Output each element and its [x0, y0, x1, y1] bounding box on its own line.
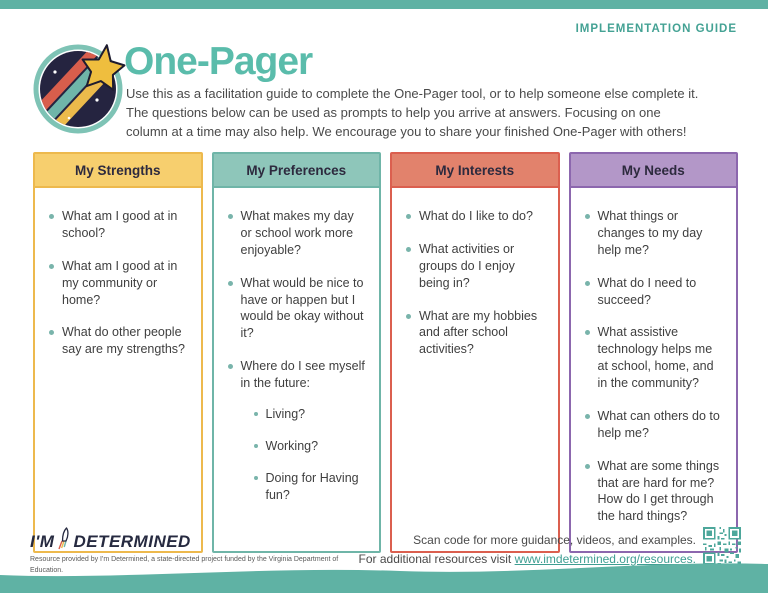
question-item: What are my hobbies and after school activities? — [405, 308, 547, 359]
page-title: One-Pager — [124, 40, 313, 83]
question-item: What things or changes to my day help me? — [584, 208, 726, 259]
column-my-strengths — [33, 152, 203, 553]
star-rainbow-logo-icon — [31, 36, 129, 134]
columns-container — [33, 152, 738, 524]
rocket-icon — [58, 527, 70, 556]
scan-note-prefix: For additional resources visit — [358, 551, 515, 566]
question-item: What can others do to help me? — [584, 408, 726, 442]
column-body-interests — [392, 188, 558, 384]
column-my-interests — [390, 152, 560, 553]
scan-note-line-1: Scan code for more guidance, videos, and examples. — [413, 533, 696, 547]
one-pager-logo — [31, 36, 129, 134]
question-item: What am I good at in school? — [48, 208, 190, 242]
top-accent-bar — [0, 0, 768, 9]
question-text: Where do I see myself in the future: — [240, 359, 365, 390]
question-item: What am I good at in my community or home? — [48, 258, 190, 309]
question-item: What are some things that are hard for me? How do I get through the hard things? — [584, 458, 726, 526]
question-subitem: Doing for Having fun? — [253, 470, 369, 504]
column-body-preferences — [214, 188, 380, 529]
intro-paragraph: Use this as a facilitation guide to complete the One-Pager tool, or to help someone else complete it. The questions below can be used as prompts to help you arrive at answers. Focusing on one column at a time may also help. We encourage you to share your finished One-Pager with others! — [126, 86, 699, 140]
bottom-wave-decoration — [0, 559, 768, 593]
question-item: What makes my day or school work more enjoyable? — [227, 208, 369, 259]
column-body-strengths — [35, 188, 201, 384]
column-header-strengths: My Strengths — [35, 154, 201, 188]
column-body-needs — [571, 188, 737, 551]
question-item: What do other people say are my strengths? — [48, 324, 190, 358]
question-subitem: Living? — [253, 406, 369, 423]
column-header-interests: My Interests — [392, 154, 558, 188]
question-subitem: Working? — [253, 438, 369, 455]
fine-print-line-1: Resource provided by I'm Determined, a state-directed project funded by the Virginia Department of Education. — [30, 556, 339, 574]
question-item — [227, 358, 369, 503]
im-determined-logo — [30, 527, 191, 556]
column-my-needs — [569, 152, 739, 553]
question-item: What do I like to do? — [405, 208, 547, 225]
question-item: What assistive technology helps me at school, home, and in the community? — [584, 324, 726, 392]
brand-determined-text: DETERMINED — [73, 531, 191, 551]
column-header-preferences: My Preferences — [214, 154, 380, 188]
question-item: What do I need to succeed? — [584, 275, 726, 309]
resources-link[interactable]: www.imdetermined.org/resources. — [514, 551, 696, 566]
question-item: What would be nice to have or happen but I would be okay without it? — [227, 275, 369, 343]
future-sublist — [253, 406, 369, 504]
column-header-needs: My Needs — [571, 154, 737, 188]
brand-im-text: I'M — [30, 531, 55, 551]
question-item: What activities or groups do I enjoy being in? — [405, 241, 547, 292]
implementation-guide-label: IMPLEMENTATION GUIDE — [575, 23, 737, 35]
column-my-preferences — [212, 152, 382, 553]
